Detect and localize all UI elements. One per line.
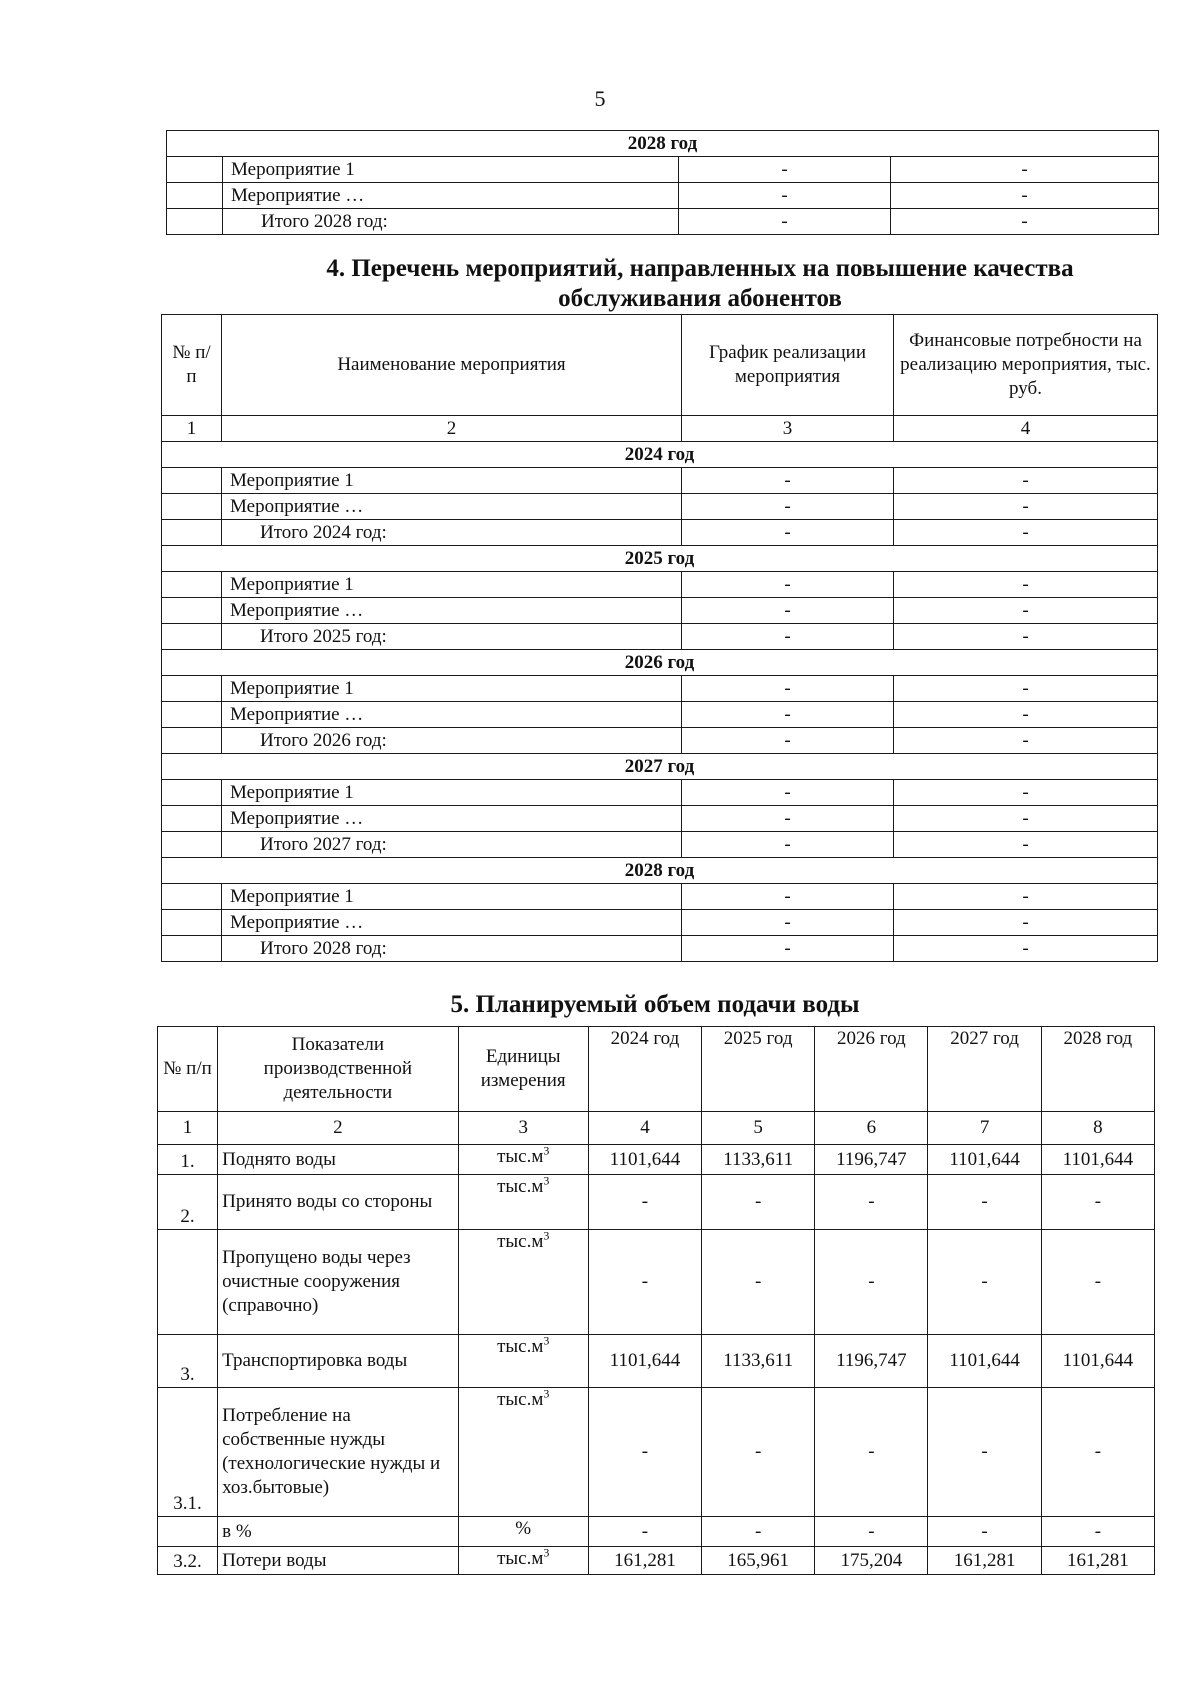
- header-num: № п/п: [158, 1027, 218, 1112]
- table-row: [158, 1145, 1155, 1175]
- value-cell: -: [588, 1175, 701, 1230]
- header-row: [158, 1027, 1155, 1112]
- table-row: [162, 598, 1158, 624]
- unit-cell: [458, 1547, 588, 1575]
- table-row: [162, 702, 1158, 728]
- value-cell: -: [702, 1517, 815, 1547]
- schedule-cell: -: [682, 702, 894, 728]
- value-cell: -: [928, 1388, 1041, 1517]
- unit-superscript: 3: [543, 1387, 550, 1401]
- finance-cell: -: [894, 806, 1158, 832]
- header-year: 2026 год: [815, 1027, 928, 1112]
- unit-text: тыс.м: [497, 1389, 544, 1410]
- value-cell: 1101,644: [1041, 1145, 1154, 1175]
- finance-cell: -: [891, 209, 1159, 235]
- num-cell: [162, 520, 222, 546]
- value-cell: 165,961: [702, 1547, 815, 1575]
- schedule-cell: -: [682, 806, 894, 832]
- schedule-cell: -: [682, 884, 894, 910]
- finance-cell: -: [894, 676, 1158, 702]
- schedule-cell: -: [682, 728, 894, 754]
- value-cell: -: [1041, 1517, 1154, 1547]
- finance-cell: -: [894, 780, 1158, 806]
- row-num: 3.1.: [158, 1388, 218, 1517]
- column-number: 2: [218, 1112, 458, 1145]
- unit-cell: [458, 1175, 588, 1230]
- unit-superscript: 3: [543, 1144, 550, 1158]
- indicator-name: в %: [218, 1517, 458, 1547]
- total-row: [162, 936, 1158, 962]
- row-num: 2.: [158, 1175, 218, 1230]
- num-cell: [162, 702, 222, 728]
- finance-cell: -: [894, 832, 1158, 858]
- total-label: Итого 2026 год:: [222, 728, 682, 754]
- header-year: 2027 год: [928, 1027, 1041, 1112]
- unit-cell: [458, 1145, 588, 1175]
- table-row: [162, 884, 1158, 910]
- unit-superscript: 3: [543, 1546, 550, 1560]
- total-row: [162, 520, 1158, 546]
- indicator-name: Потребление на собственные нужды (технологические нужды и хоз.бытовые): [218, 1388, 458, 1517]
- unit-cell: [458, 1335, 588, 1388]
- value-cell: -: [928, 1230, 1041, 1335]
- value-cell: -: [815, 1388, 928, 1517]
- finance-cell: -: [891, 157, 1159, 183]
- header-finance: Финансовые потребности на реализацию мероприятия, тыс. руб.: [894, 315, 1158, 416]
- value-cell: 1101,644: [928, 1335, 1041, 1388]
- indicator-name: Потери воды: [218, 1547, 458, 1575]
- value-cell: -: [1041, 1175, 1154, 1230]
- schedule-cell: -: [682, 598, 894, 624]
- header-year: 2024 год: [588, 1027, 701, 1112]
- value-cell: 161,281: [1041, 1547, 1154, 1575]
- value-cell: 161,281: [588, 1547, 701, 1575]
- num-cell: [162, 572, 222, 598]
- value-cell: 1101,644: [588, 1145, 701, 1175]
- total-label: Итого 2027 год:: [222, 832, 682, 858]
- year-label: 2025 год: [162, 546, 1158, 572]
- unit-text: тыс.м: [497, 1176, 544, 1197]
- year-label: 2027 год: [162, 754, 1158, 780]
- value-cell: -: [588, 1388, 701, 1517]
- indicator-name: Поднято воды: [218, 1145, 458, 1175]
- num-cell: [162, 806, 222, 832]
- table-row: [158, 1547, 1155, 1575]
- value-cell: -: [702, 1230, 815, 1335]
- row-num: 3.: [158, 1335, 218, 1388]
- header-name: Наименование мероприятия: [222, 315, 682, 416]
- num-cell: [162, 936, 222, 962]
- value-cell: 1101,644: [588, 1335, 701, 1388]
- total-row: [162, 624, 1158, 650]
- schedule-cell: -: [682, 780, 894, 806]
- unit-text: %: [515, 1518, 532, 1539]
- item-name: Мероприятие …: [223, 183, 679, 209]
- item-name: Мероприятие 1: [222, 572, 682, 598]
- value-cell: 1196,747: [815, 1145, 928, 1175]
- num-cell: [162, 624, 222, 650]
- num-cell: [162, 728, 222, 754]
- item-name: Мероприятие 1: [223, 157, 679, 183]
- header-schedule: График реализации мероприятия: [682, 315, 894, 416]
- row-num: [158, 1230, 218, 1335]
- value-cell: 1196,747: [815, 1335, 928, 1388]
- value-cell: -: [588, 1230, 701, 1335]
- header-unit: Единицы измерения: [458, 1027, 588, 1112]
- item-name: Мероприятие 1: [222, 884, 682, 910]
- total-label: Итого 2028 год:: [222, 936, 682, 962]
- schedule-cell: -: [679, 209, 891, 235]
- year-row: [162, 754, 1158, 780]
- num-cell: [162, 884, 222, 910]
- finance-cell: -: [894, 624, 1158, 650]
- value-cell: 161,281: [928, 1547, 1041, 1575]
- num-cell: [162, 676, 222, 702]
- year-row: [162, 442, 1158, 468]
- column-number: 3: [682, 416, 894, 442]
- value-cell: -: [815, 1517, 928, 1547]
- total-label: Итого 2025 год:: [222, 624, 682, 650]
- indicator-name: Пропущено воды через очистные сооружения (справочно): [218, 1230, 458, 1335]
- total-label: Итого 2028 год:: [223, 209, 679, 235]
- value-cell: -: [1041, 1230, 1154, 1335]
- table-row: [158, 1388, 1155, 1517]
- table-row: [158, 1230, 1155, 1335]
- unit-text: тыс.м: [497, 1146, 544, 1167]
- table-row: [162, 494, 1158, 520]
- unit-text: тыс.м: [497, 1548, 544, 1569]
- num-cell: [162, 494, 222, 520]
- header-row: [162, 315, 1158, 416]
- value-cell: -: [588, 1517, 701, 1547]
- unit-superscript: 3: [543, 1229, 550, 1243]
- item-name: Мероприятие …: [222, 494, 682, 520]
- unit-superscript: 3: [543, 1174, 550, 1188]
- num-cell: [162, 598, 222, 624]
- previous-section-table: [166, 130, 1159, 235]
- finance-cell: -: [894, 494, 1158, 520]
- section-5-title: 5. Планируемый объем подачи воды: [450, 991, 860, 1018]
- page-number: 5: [594, 86, 606, 111]
- value-cell: 1133,611: [702, 1335, 815, 1388]
- schedule-cell: -: [679, 157, 891, 183]
- table-row: [167, 157, 1159, 183]
- num-cell: [162, 780, 222, 806]
- table-row: [162, 572, 1158, 598]
- total-row: [162, 728, 1158, 754]
- year-label: 2028 год: [167, 131, 1159, 157]
- value-cell: 175,204: [815, 1547, 928, 1575]
- unit-cell: [458, 1230, 588, 1335]
- num-cell: [162, 468, 222, 494]
- row-num: 3.2.: [158, 1547, 218, 1575]
- table-row: [162, 676, 1158, 702]
- table-row: [158, 1335, 1155, 1388]
- schedule-cell: -: [682, 832, 894, 858]
- value-cell: -: [1041, 1388, 1154, 1517]
- total-label: Итого 2024 год:: [222, 520, 682, 546]
- schedule-cell: -: [682, 572, 894, 598]
- value-cell: 1101,644: [1041, 1335, 1154, 1388]
- year-label: 2024 год: [162, 442, 1158, 468]
- value-cell: -: [702, 1175, 815, 1230]
- item-name: Мероприятие …: [222, 598, 682, 624]
- schedule-cell: -: [682, 468, 894, 494]
- row-num: 1.: [158, 1145, 218, 1175]
- column-number: 2: [222, 416, 682, 442]
- row-num: [158, 1517, 218, 1547]
- indicator-name: Принято воды со стороны: [218, 1175, 458, 1230]
- schedule-cell: -: [682, 936, 894, 962]
- header-indicator: Показатели производственной деятельности: [218, 1027, 458, 1112]
- header-year: 2025 год: [702, 1027, 815, 1112]
- item-name: Мероприятие 1: [222, 468, 682, 494]
- year-row: [162, 546, 1158, 572]
- column-number: 4: [588, 1112, 701, 1145]
- item-name: Мероприятие …: [222, 806, 682, 832]
- column-number: 1: [162, 416, 222, 442]
- value-cell: -: [815, 1230, 928, 1335]
- year-row: [162, 858, 1158, 884]
- column-number: 5: [702, 1112, 815, 1145]
- indicator-name: Транспортировка воды: [218, 1335, 458, 1388]
- schedule-cell: -: [679, 183, 891, 209]
- item-name: Мероприятие …: [222, 910, 682, 936]
- schedule-cell: -: [682, 494, 894, 520]
- year-label: 2028 год: [162, 858, 1158, 884]
- finance-cell: -: [894, 728, 1158, 754]
- finance-cell: -: [894, 520, 1158, 546]
- column-number: 3: [458, 1112, 588, 1145]
- column-number: 8: [1041, 1112, 1154, 1145]
- schedule-cell: -: [682, 676, 894, 702]
- column-number-row: [158, 1112, 1155, 1145]
- column-number: 6: [815, 1112, 928, 1145]
- finance-cell: -: [894, 468, 1158, 494]
- section-4-title: [250, 254, 1150, 314]
- unit-text: тыс.м: [497, 1231, 544, 1252]
- unit-text: тыс.м: [497, 1336, 544, 1357]
- year-row: [162, 650, 1158, 676]
- value-cell: 1133,611: [702, 1145, 815, 1175]
- section-4-title-line1: 4. Перечень мероприятий, направленных на повышение качества: [326, 255, 1074, 282]
- total-row: [162, 832, 1158, 858]
- water-supply-volume-table: [157, 1026, 1155, 1575]
- value-cell: 1101,644: [928, 1145, 1041, 1175]
- num-cell: [162, 910, 222, 936]
- finance-cell: -: [894, 702, 1158, 728]
- table-row: [167, 183, 1159, 209]
- table-row: [162, 910, 1158, 936]
- table-row: [162, 468, 1158, 494]
- year-label: 2026 год: [162, 650, 1158, 676]
- column-number: 7: [928, 1112, 1041, 1145]
- column-number-row: [162, 416, 1158, 442]
- year-row: [167, 131, 1159, 157]
- table-row: [162, 780, 1158, 806]
- finance-cell: -: [894, 910, 1158, 936]
- column-number: 4: [894, 416, 1158, 442]
- header-year: 2028 год: [1041, 1027, 1154, 1112]
- value-cell: -: [928, 1517, 1041, 1547]
- value-cell: -: [702, 1388, 815, 1517]
- column-number: 1: [158, 1112, 218, 1145]
- value-cell: -: [928, 1175, 1041, 1230]
- section-4-title-line2: обслуживания абонентов: [558, 285, 842, 312]
- header-num: № п/п: [162, 315, 222, 416]
- item-name: Мероприятие 1: [222, 780, 682, 806]
- total-row: [167, 209, 1159, 235]
- table-row: [158, 1175, 1155, 1230]
- schedule-cell: -: [682, 624, 894, 650]
- unit-superscript: 3: [543, 1334, 550, 1348]
- finance-cell: -: [894, 598, 1158, 624]
- table-row: [162, 806, 1158, 832]
- table-row: [158, 1517, 1155, 1547]
- finance-cell: -: [891, 183, 1159, 209]
- service-quality-measures-table: [161, 314, 1158, 962]
- value-cell: -: [815, 1175, 928, 1230]
- finance-cell: -: [894, 884, 1158, 910]
- finance-cell: -: [894, 936, 1158, 962]
- unit-cell: [458, 1517, 588, 1547]
- item-name: Мероприятие …: [222, 702, 682, 728]
- schedule-cell: -: [682, 910, 894, 936]
- schedule-cell: -: [682, 520, 894, 546]
- finance-cell: -: [894, 572, 1158, 598]
- item-name: Мероприятие 1: [222, 676, 682, 702]
- unit-cell: [458, 1388, 588, 1517]
- num-cell: [162, 832, 222, 858]
